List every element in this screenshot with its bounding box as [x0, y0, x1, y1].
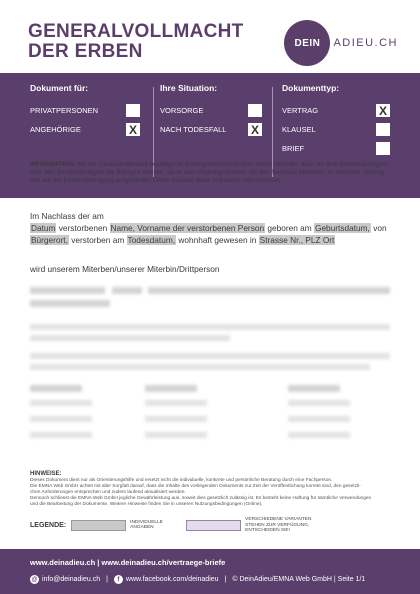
- blurred-text: [30, 385, 82, 392]
- field-datum[interactable]: Datum: [31, 223, 56, 233]
- option-vorsorge[interactable]: [160, 101, 262, 120]
- option-privatpersonen[interactable]: [30, 101, 140, 120]
- logo-text: ADIEU.CH: [333, 37, 398, 49]
- heading-dokument-fuer: Dokument für:: [30, 83, 89, 93]
- logo-badge: DEIN: [284, 20, 330, 66]
- deinadieu-logo: [284, 20, 398, 66]
- blurred-text: [30, 287, 105, 294]
- paragraph-miterben: wird unserem Miterben/unserer Miterbin/Drittperson: [30, 264, 220, 274]
- blurred-text: [145, 400, 207, 406]
- footer-email[interactable]: info@deinadieu.ch: [42, 576, 101, 583]
- legend-heading: LEGENDE:: [30, 521, 67, 529]
- blurred-text: [288, 416, 350, 422]
- option-label: NACH TODESFALL: [160, 125, 227, 134]
- hinweise-line: Die EMNA Web GmbH achtet mit aller Sorgfalt darauf, dass die Inhalte des vorliegenden Dokuments zur Zeit der Veröffentlichung korrekt sind, den gesetzli-: [30, 484, 361, 489]
- blurred-text: [145, 385, 197, 392]
- column-situation: [160, 83, 262, 139]
- legend-label-variants: VERSCHIEDENE VARIANTEN STEHEN ZUR VERFÜGUNG, ENTSCHEIDEN SIE!: [245, 517, 312, 533]
- title-line-1: GENERALVOLLMACHT: [28, 21, 244, 42]
- facebook-icon: f: [114, 575, 123, 584]
- option-label: BRIEF: [282, 144, 305, 153]
- checkbox-nach-todesfall[interactable]: X: [248, 123, 262, 136]
- text-fragment: wohnhaft gewesen in: [178, 235, 257, 245]
- information-label: INFORMATION:: [30, 161, 77, 168]
- document-title: [28, 22, 244, 62]
- hinweise-line: und die Bearbeitung der Dokumente. Weitere Hinweise finden Sie in unseren Nutzungsbedingungen (Online).: [30, 502, 263, 507]
- option-label: KLAUSEL: [282, 125, 316, 134]
- blurred-text: [288, 385, 340, 392]
- blurred-text: [145, 432, 207, 438]
- field-adresse[interactable]: Strasse Nr., PLZ Ort: [259, 235, 335, 245]
- title-line-2: DER ERBEN: [28, 41, 143, 62]
- heading-situation: Ihre Situation:: [160, 83, 218, 93]
- footer: [0, 549, 420, 594]
- column-dokument-fuer: [30, 83, 140, 139]
- field-buergerort[interactable]: Bürgerort,: [31, 235, 68, 245]
- hinweise-line: Dieses Dokument dient nur als Orientierungshilfe und ersetzt nicht die individuelle, konkrete und persönliche Beratung durch eine Fachperson.: [30, 478, 333, 483]
- column-dokumenttyp: [282, 83, 390, 158]
- text-fragment: geboren am: [267, 223, 312, 233]
- blurred-text: [30, 416, 92, 422]
- field-geburtsdatum[interactable]: Geburtsdatum,: [314, 223, 370, 233]
- legend-label-individual: INDIVIDUELLE ANGABEN: [130, 519, 163, 531]
- footer-links[interactable]: www.deinadieu.ch | www.deinadieu.ch/vertraege-briefe: [30, 558, 226, 567]
- footer-contact: [30, 575, 365, 584]
- field-todesdatum[interactable]: Todesdatum,: [127, 235, 176, 245]
- option-label: ANGEHÖRIGE: [30, 125, 81, 134]
- footer-facebook[interactable]: www.facebook.com/deinadieu: [125, 576, 219, 583]
- hinweise-line: chen Anforderungen entsprechen und zudem laufend aktualisiert werden.: [30, 490, 186, 495]
- checkbox-vorsorge[interactable]: [248, 104, 262, 117]
- legend-swatch-grey: [71, 520, 126, 531]
- legend-swatch-purple: [186, 520, 241, 531]
- option-brief[interactable]: [282, 139, 390, 158]
- blurred-text: [148, 287, 390, 294]
- option-klausel[interactable]: [282, 120, 390, 139]
- blurred-text: [112, 287, 142, 294]
- deceased-details: [30, 222, 398, 246]
- option-label: VORSORGE: [160, 106, 204, 115]
- intro-line: Im Nachlass der am: [30, 211, 104, 221]
- blurred-text: [30, 432, 92, 438]
- separator: |: [224, 576, 227, 583]
- hinweise-heading: HINWEISE:: [30, 471, 62, 477]
- option-nach-todesfall[interactable]: [160, 120, 262, 139]
- heading-dokumenttyp: Dokumenttyp:: [282, 83, 340, 93]
- blurred-text: [288, 432, 350, 438]
- email-icon: @: [31, 576, 38, 583]
- footer-copyright: © DeinAdieu/EMNA Web GmbH | Seite 1/1: [232, 576, 366, 583]
- option-angehoerige[interactable]: [30, 120, 140, 139]
- text-fragment: verstorbenen: [58, 223, 108, 233]
- hinweise: [30, 471, 392, 508]
- option-label: PRIVATPERSONEN: [30, 106, 99, 115]
- option-vertrag[interactable]: [282, 101, 390, 120]
- checkbox-angehoerige[interactable]: X: [126, 123, 140, 136]
- blurred-text: [288, 400, 350, 406]
- separator: |: [106, 576, 108, 583]
- legend: [30, 517, 325, 534]
- blurred-text: [30, 335, 230, 341]
- blurred-text: [30, 300, 110, 307]
- blurred-text: [30, 324, 390, 330]
- checkbox-privatpersonen[interactable]: [126, 104, 140, 117]
- information-text: [30, 161, 394, 185]
- checkbox-klausel[interactable]: [376, 123, 390, 136]
- blurred-text: [30, 353, 390, 359]
- text-fragment: verstorben am: [71, 235, 125, 245]
- option-label: VERTRAG: [282, 106, 319, 115]
- text-fragment: von: [373, 223, 387, 233]
- information-body: Mit der Generalvollmacht bestätigt die Erbengemeinschaft bzw. deren Vertreter, dass sie dem Bevollmächtigten bzw. den Bevollmächtigten die Befugnis erteilen, sie in allen Angelegenheiten, die den Nachlass betreffen, zu vertreten. Wichtig: Alle auf der Erbbescheinigung aufgeführten Erben müssen diese Vollmacht unterzeichnen.: [30, 161, 388, 184]
- blurred-text: [30, 400, 92, 406]
- document-body: [30, 210, 398, 246]
- hinweise-line: Dennoch schliesst die EMNA Web GmbH jegliche Gewährleistung aus, soweit dies gesetzlich zulässig ist. Es besteht keine Haftung für sämtliche Verwendungen: [30, 496, 372, 501]
- field-name[interactable]: Name, Vorname der verstorbenen Person: [110, 223, 265, 233]
- blurred-text: [30, 364, 370, 370]
- checkbox-vertrag[interactable]: X: [376, 104, 390, 117]
- blurred-text: [145, 416, 207, 422]
- checkbox-brief[interactable]: [376, 142, 390, 155]
